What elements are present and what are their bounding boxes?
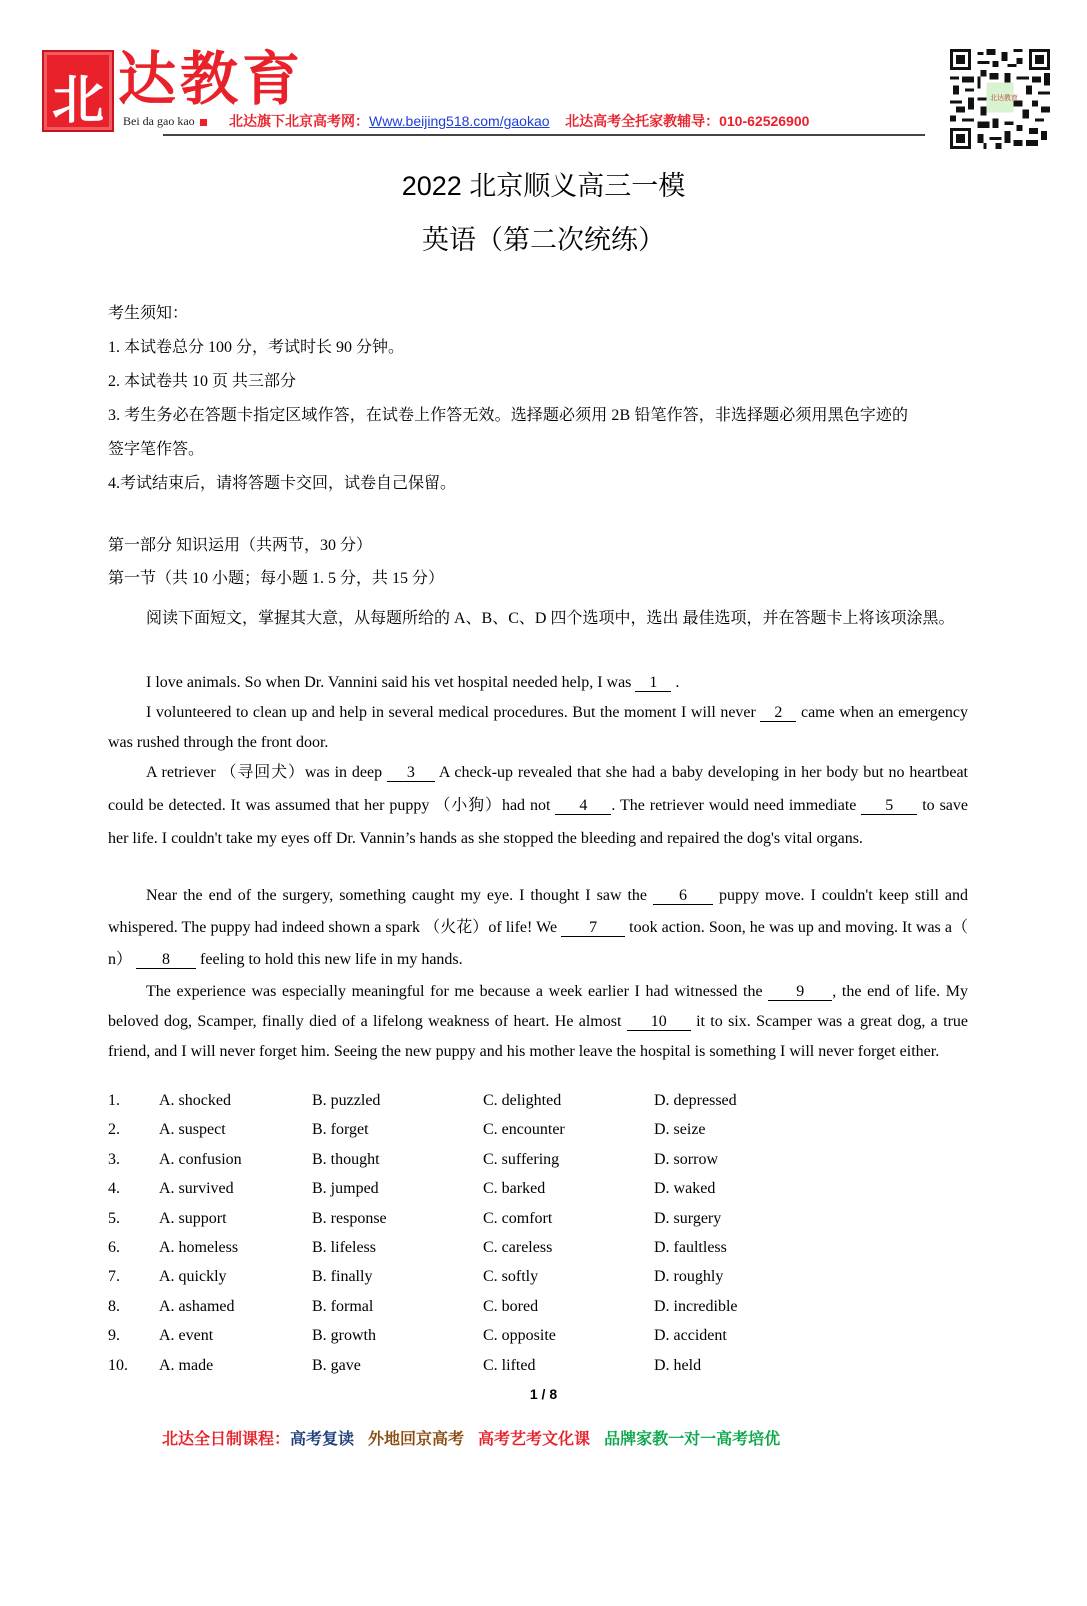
option-a: A. shocked (159, 1092, 231, 1109)
passage-text: came when an emergency was rushed through the front door. (108, 704, 969, 751)
square-bullet-icon (200, 119, 207, 126)
hotline: 北达高考全托家教辅导：010-62526900 (565, 113, 810, 129)
header-strip (212, 111, 809, 131)
option-row (108, 1180, 868, 1200)
notice-item: 2. 本试卷共 10 页 共三部分 (108, 373, 297, 390)
option-c: C. bored (483, 1297, 539, 1315)
option-row (108, 1210, 868, 1230)
option-c: C. opposite (483, 1327, 556, 1345)
footer-label: 北达全日制课程： (162, 1431, 291, 1448)
passage-text: . The retriever would need immediate (611, 797, 862, 814)
passage-paragraph (108, 977, 968, 1067)
option-d: D. incredible (654, 1297, 738, 1315)
passage-text: Near the end of the surgery, something caught my eye. I thought I saw the (146, 887, 654, 904)
question-number: 9. (108, 1327, 120, 1345)
page-subtitle: 英语（第二次统练） (422, 225, 665, 255)
option-a: A. event (159, 1327, 214, 1345)
option-row (108, 1298, 868, 1318)
passage-text: it to six. Scamper was a great dog, a true friend, and I will never forget him. Seeing the new puppy and his mother leave the hospital is something I will never forget either. (108, 1013, 968, 1060)
option-row (108, 1268, 868, 1288)
logo-mark (42, 50, 114, 132)
option-d: D. waked (654, 1180, 716, 1198)
footer-item: 高考艺考文化课 (478, 1431, 591, 1448)
page-title: 2022 北京顺义高三一模 (401, 171, 686, 201)
option-c: C. careless (483, 1239, 553, 1256)
blank-9: 9 (768, 984, 832, 1001)
question-number: 8. (108, 1297, 120, 1315)
passage-text: to save her life. I couldn't take my eyes off Dr. Vannin’s hands as she stopped the bleeding and repaired the dog's vital organs. (108, 797, 968, 847)
notice-item: 4.考试结束后，请将答题卡交回，试卷自己保留。 (108, 475, 457, 492)
footer-banner (162, 1426, 794, 1449)
question-number: 1. (108, 1092, 120, 1109)
section-heading: 第一节（共 10 小题；每小题 1. 5 分，共 15 分） (108, 570, 445, 587)
blank-2: 2 (760, 705, 796, 722)
question-number: 7. (108, 1268, 120, 1286)
blank-8: 8 (136, 952, 196, 969)
option-b: B. puzzled (312, 1092, 381, 1109)
blank-6: 6 (653, 888, 713, 905)
question-number: 3. (108, 1150, 120, 1168)
option-d: D. sorrow (654, 1150, 718, 1168)
site-label: 北达旗下北京高考网： (229, 113, 369, 129)
option-b: B. finally (312, 1268, 373, 1286)
option-d: D. accident (654, 1327, 727, 1345)
blank-4: 4 (555, 798, 611, 815)
notice-item: 1. 本试卷总分 100 分，考试时长 90 分钟。 (108, 339, 405, 356)
question-number: 4. (108, 1180, 120, 1198)
passage-text: I volunteered to clean up and help in several medical procedures. But the moment I will never (146, 704, 761, 721)
logo-char: 北 (51, 70, 104, 131)
option-d: D. faultless (654, 1239, 727, 1256)
passage-paragraph (108, 756, 968, 855)
footer-item: 外地回京高考 (368, 1431, 465, 1448)
option-a: A. support (159, 1209, 227, 1227)
passage-text: A check-up revealed that she had a baby developing in her body but no heartbeat could be detected. It was assumed that her puppy （小狗）had not (108, 764, 968, 814)
option-a: A. suspect (159, 1121, 226, 1139)
passage-text: , the end of life. My beloved dog, Scamper, finally died of a lifelong weakness of heart. He almost (108, 983, 968, 1030)
blank-5: 5 (861, 798, 917, 815)
question-number: 2. (108, 1121, 120, 1139)
qr-center-label: 北达教育 (990, 94, 1018, 102)
logo-name: 达教育 (118, 45, 305, 113)
instruction: 阅读下面短文，掌握其大意，从每题所给的 A、B、C、D 四个选项中，选出 最佳选项，并在答题卡上将该项涂黑。 (146, 610, 955, 627)
passage-text: The experience was especially meaningful for me because a week earlier I had witnessed the (146, 983, 769, 1000)
option-row (108, 1092, 868, 1112)
option-a: A. survived (159, 1180, 234, 1198)
notice-item: 3. 考生务必在答题卡指定区域作答，在试卷上作答无效。选择题必须用 2B 铅笔作答，非选择题必须用黑色字迹的 (108, 407, 909, 424)
option-c: C. softly (483, 1268, 539, 1286)
option-c: C. lifted (483, 1356, 536, 1374)
passage-text: puppy move. I couldn't keep still and whispered. The puppy had indeed shown a spark （火花）of life! We (108, 887, 969, 936)
option-row (108, 1327, 868, 1347)
option-row (108, 1151, 868, 1171)
option-d: D. held (654, 1356, 702, 1374)
passage-text: feeling to hold this new life in my hands. (196, 951, 463, 968)
blank-3: 3 (387, 765, 435, 782)
option-d: D. surgery (654, 1209, 722, 1227)
option-a: A. ashamed (159, 1297, 235, 1315)
footer-item: 品牌家教一对一高考培优 (604, 1431, 781, 1448)
option-c: C. suffering (483, 1150, 560, 1168)
option-d: D. roughly (654, 1268, 724, 1286)
footer-item: 高考复读 (290, 1431, 355, 1448)
option-a: A. confusion (159, 1150, 242, 1168)
passage-text: took action. Soon, he was up and moving. It was a（ n） (108, 919, 968, 968)
option-b: B. lifeless (312, 1239, 376, 1256)
option-b: B. formal (312, 1297, 374, 1315)
option-b: B. forget (312, 1121, 369, 1139)
option-b: B. thought (312, 1150, 380, 1168)
option-a: A. homeless (159, 1239, 239, 1256)
option-b: B. jumped (312, 1180, 379, 1198)
option-row (108, 1121, 868, 1141)
notice-item-cont: 签字笔作答。 (108, 441, 205, 458)
option-c: C. delighted (483, 1092, 562, 1109)
question-number: 10. (108, 1356, 128, 1374)
option-b: B. growth (312, 1327, 376, 1345)
passage-paragraph (108, 668, 968, 698)
option-d: D. seize (654, 1121, 706, 1139)
blank-10: 10 (627, 1014, 691, 1031)
option-c: C. encounter (483, 1121, 565, 1139)
option-d: D. depressed (654, 1092, 737, 1109)
option-c: C. comfort (483, 1209, 553, 1227)
blank-7: 7 (561, 920, 625, 937)
option-b: B. gave (312, 1356, 361, 1374)
passage-paragraph (108, 880, 968, 976)
part-heading: 第一部分 知识运用（共两节，30 分） (108, 537, 373, 554)
page-number: 1 / 8 (529, 1386, 558, 1402)
header-divider (163, 134, 925, 136)
passage-text: A retriever （寻回犬）was in deep (146, 764, 387, 781)
option-row (108, 1239, 868, 1259)
notice-heading: 考生须知： (108, 305, 189, 322)
option-c: C. barked (483, 1180, 546, 1198)
passage-paragraph (108, 698, 968, 758)
logo-pinyin: Bei da gao kao (123, 114, 195, 128)
option-a: A. made (159, 1356, 214, 1374)
site-link[interactable]: Www.beijing518.com/gaokao (369, 113, 550, 129)
question-number: 6. (108, 1239, 120, 1256)
option-row (108, 1357, 868, 1377)
option-b: B. response (312, 1209, 387, 1227)
option-a: A. quickly (159, 1268, 227, 1286)
blank-1: 1 (635, 675, 671, 692)
passage-text: I love animals. So when Dr. Vannini said his vet hospital needed help, I was (146, 674, 636, 691)
question-number: 5. (108, 1209, 120, 1227)
passage-text: . (671, 674, 680, 691)
